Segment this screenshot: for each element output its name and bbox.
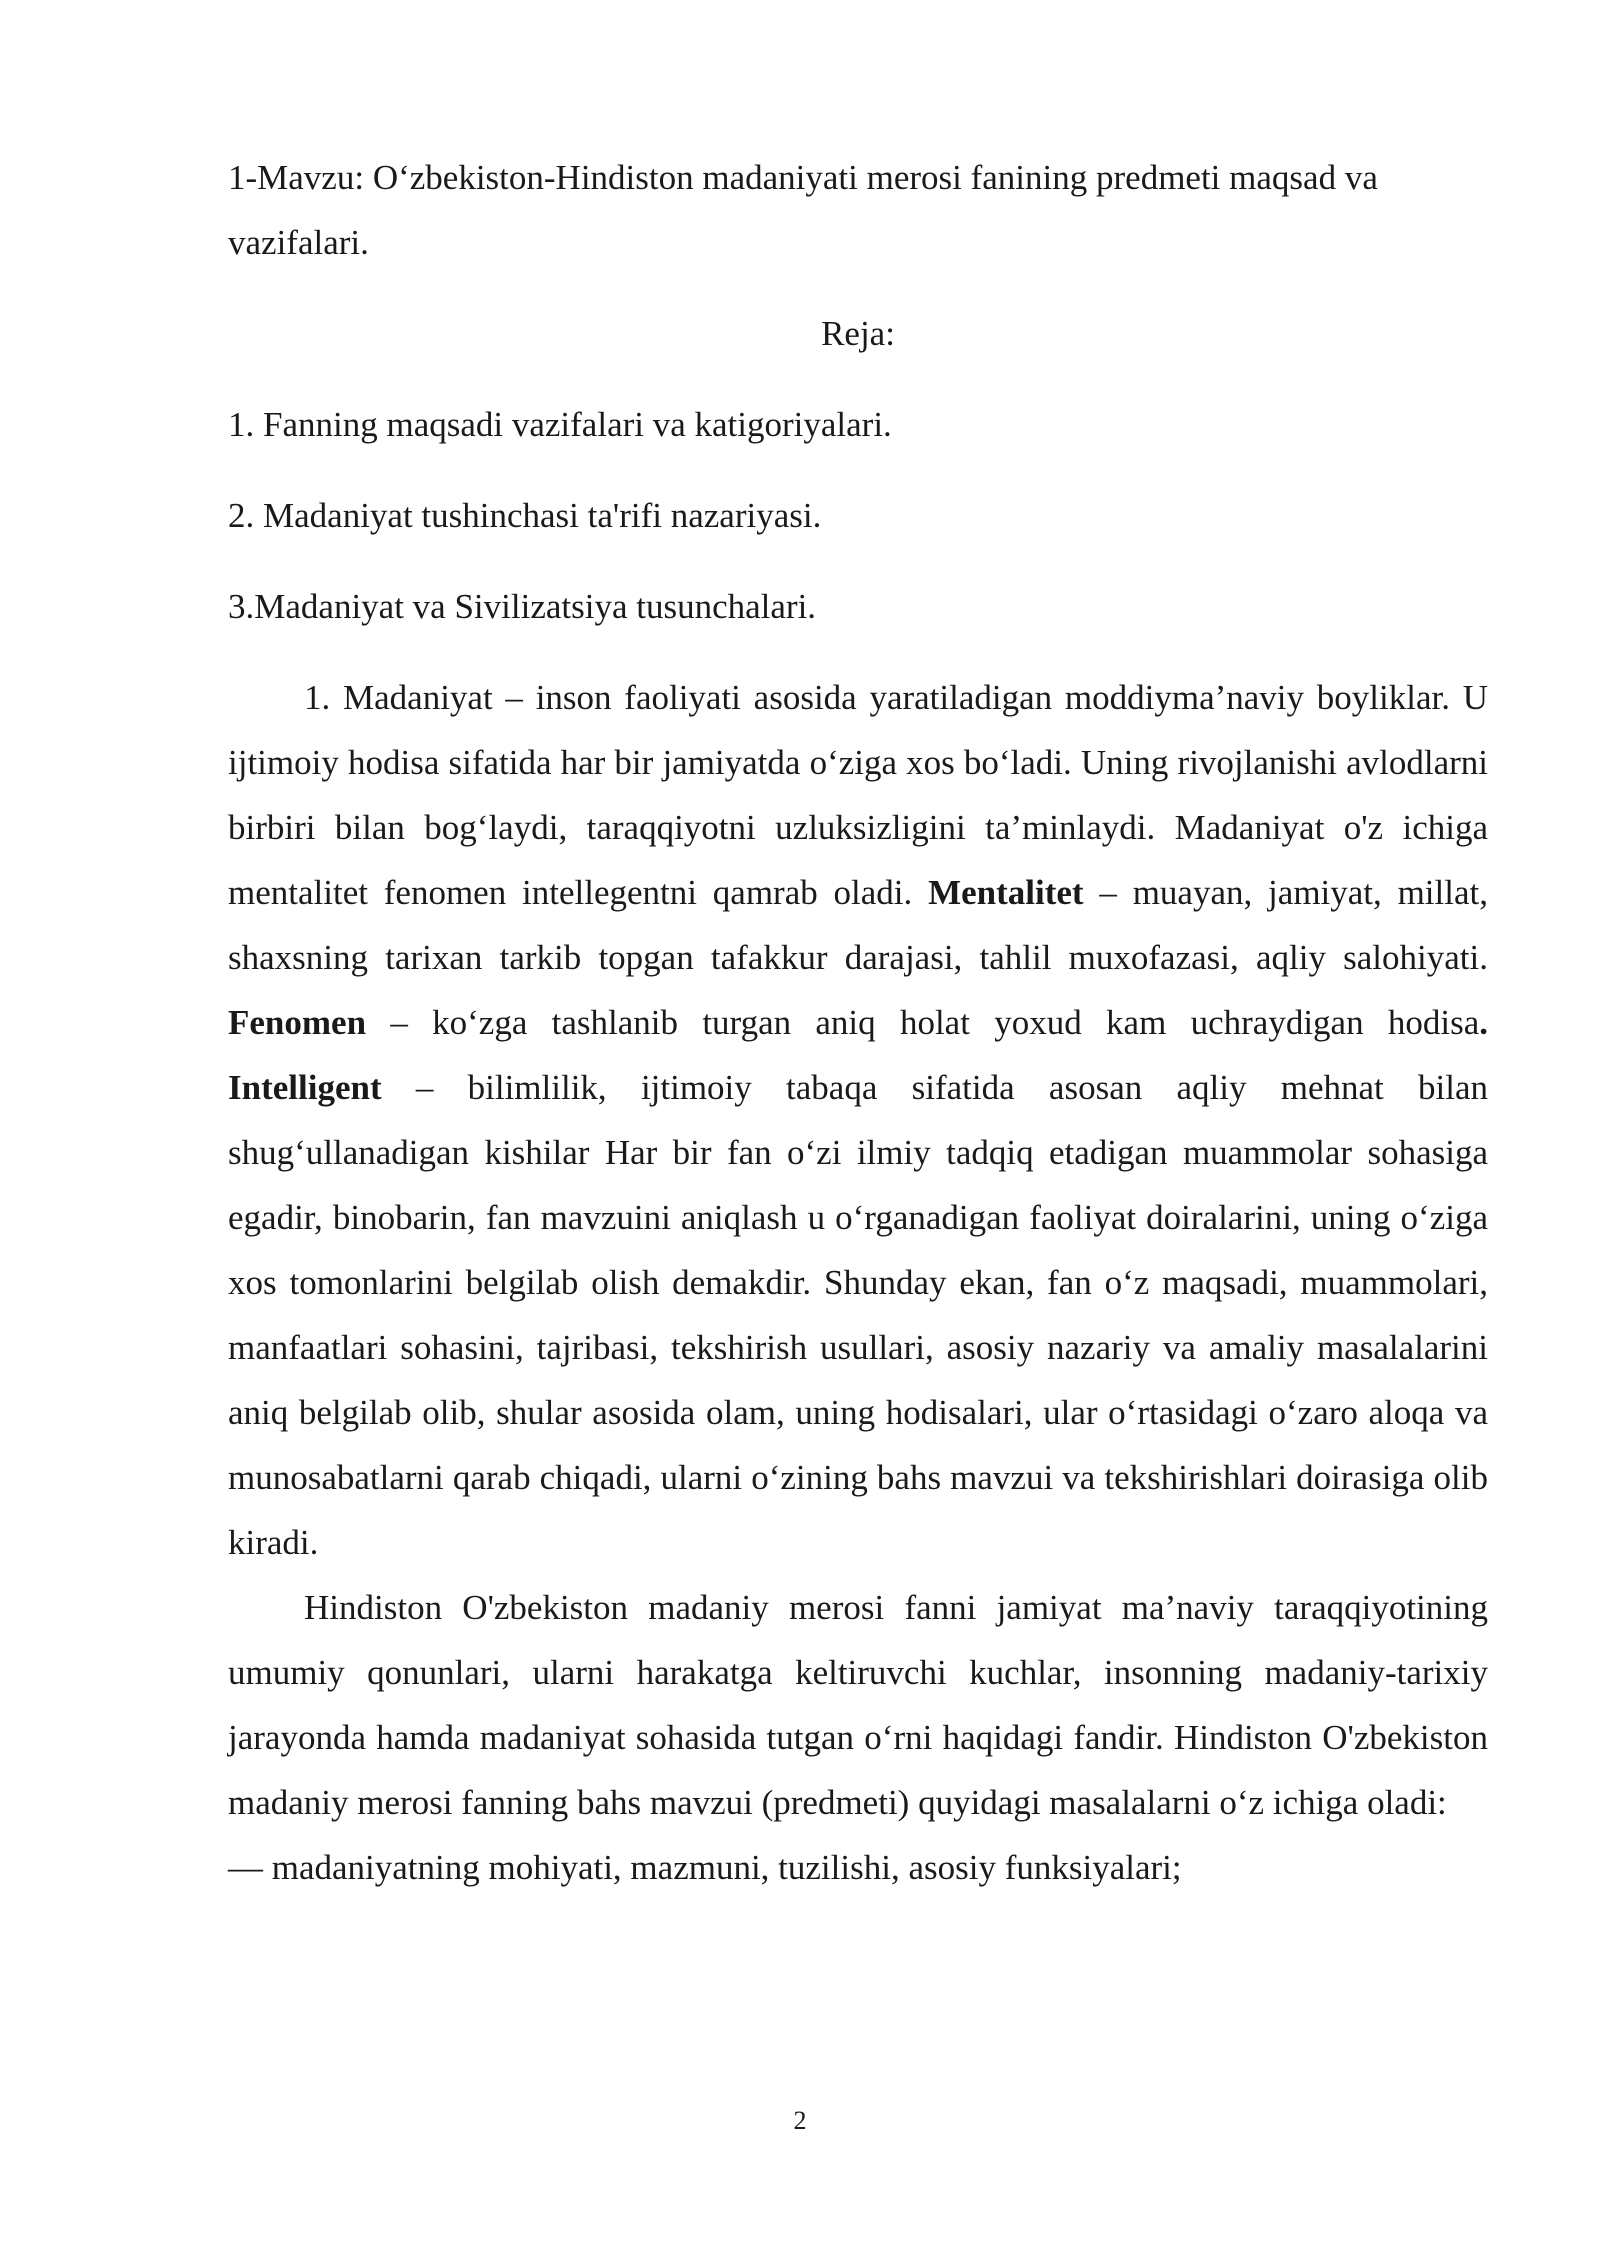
definition-intelligent: – bilimlilik, ijtimoiy tabaqa sifatida asosan aqliy mehnat bilan shug‘ullanadigan kishilar Har bir fan o‘zi ilmiy tadqiq etadigan muammolar sohasiga egadir, binobarin, fan mavzuini aniqlash u o‘rganadigan faoliyat doiralarini, uning o‘ziga xos tomonlarini belgilab olish demakdir. Shunday ekan, fan o‘z maqsadi, muammolari, manfaatlari sohasini, tajribasi, tekshirish usullari, asosiy nazariy va amaliy masalalarini aniq belgilab olib, shular asosida olam, uning hodisalari, ular o‘rtasidagi o‘zaro aloqa va munosabatlarni qarab chiqadi, ularni o‘zining bahs mavzui va tekshirishlari doirasiga olib kiradi.	[228, 1068, 1488, 1562]
page-number: 2	[793, 2106, 807, 2135]
paragraph-hindiston: Hindiston O'zbekiston madaniy merosi fanni jamiyat ma’naviy taraqqiyotining umumiy qonunlari, ularni harakatga keltiruvchi kuchlar, insonning madaniy-tarixiy jarayonda hamda madaniyat sohasida tutgan o‘rni haqidagi fandir. Hindiston O'zbekiston madaniy merosi fanning bahs mavzui (predmeti) quyidagi masalalarni o‘z ichiga oladi:	[228, 1588, 1488, 1822]
definition-fenomen: – ko‘zga tashlanib turgan aniq holat yoxud kam uchraydigan hodisa	[366, 1003, 1480, 1042]
plan-item-2: 2. Madaniyat tushinchasi ta'rifi nazariyasi.	[228, 496, 822, 535]
paragraph-madaniyat	[228, 665, 1488, 1575]
document-page	[228, 145, 1488, 1900]
term-fenomen: Fenomen	[228, 1003, 367, 1042]
term-mentalitet: Mentalitet	[928, 873, 1084, 912]
topic-title: 1-Mavzu: O‘zbekiston-Hindiston madaniyati merosi fanining predmeti maqsad va vazifalari.	[228, 158, 1378, 262]
definition-mentalitet: – muayan, jamiyat, millat, shaxsning tarixan tarkib topgan tafakkur darajasi, tahlil muxofazasi, aqliy salohiyati.	[228, 873, 1488, 977]
paragraph-intro: 1. Madaniyat – inson faoliyati asosida yaratiladigan moddiyma’naviy boyliklar. U ijtimoiy hodisa sifatida har bir jamiyatda o‘ziga xos bo‘ladi. Uning rivojlanishi avlodlarni birbiri bilan bog‘laydi, taraqqiyotni uzluksizligini ta’minlaydi. Madaniyat o'z ichiga mentalitet fenomen intellegentni qamrab oladi.	[228, 678, 1488, 912]
plan-heading: Reja:	[821, 314, 895, 353]
plan-item-1: 1. Fanning maqsadi vazifalari va katigoriyalari.	[228, 405, 892, 444]
term-intelligent: Intelligent	[228, 1068, 382, 1107]
plan-item-3: 3.Madaniyat va Sivilizatsiya tusunchalari.	[228, 587, 817, 626]
bullet-item-1: — madaniyatning mohiyati, mazmuni, tuzilishi, asosiy funksiyalari;	[228, 1848, 1182, 1887]
bold-period: .	[1479, 1003, 1488, 1042]
